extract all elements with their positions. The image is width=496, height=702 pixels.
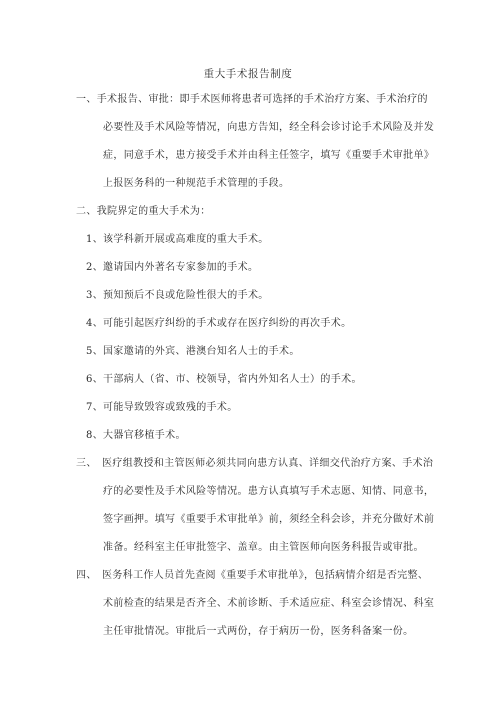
paragraph-1-line-3: 症，同意手术，患方接受手术并由科主任签字，填写《重要手术审批单》	[103, 150, 435, 161]
paragraph-1-line-4: 上报医务科的一种规范手术管理的手段。	[103, 178, 290, 189]
list-item-8: 8、大器官移植手术。	[86, 430, 186, 441]
paragraph-1-line-1: 一、手术报告、审批：即手术医师将患者可选择的手术治疗方案、手术治疗的	[76, 94, 428, 105]
list-item-2: 2、邀请国内外著名专家参加的手术。	[86, 262, 259, 273]
list-item-5: 5、国家邀请的外宾、港澳台知名人士的手术。	[86, 346, 300, 357]
paragraph-4-line-2: 术前检查的结果是否齐全、术前诊断、手术适应症、科室会诊情况、科室	[103, 598, 435, 609]
paragraph-4-line-3: 主任审批情况。审批后一式两份，存于病历一份，医务科备案一份。	[103, 626, 414, 637]
paragraph-3-line-1: 三、 医疗组教授和主管医师必须共同向患方认真、详细交代治疗方案、手术治	[76, 458, 434, 469]
paragraph-1-line-2: 必要性及手术风险等情况，向患方告知，经全科会诊讨论手术风险及并发	[103, 122, 435, 133]
paragraph-3-line-4: 准备。经科室主任审批签字、盖章。由主管医师向医务科报告或审批。	[103, 542, 424, 553]
list-item-1: 1、该学科新开展或高难度的重大手术。	[86, 234, 269, 245]
list-item-4: 4、可能引起医疗纠纷的手术或存在医疗纠纷的再次手术。	[86, 318, 352, 329]
paragraph-3-line-3: 签字画押。填写《重要手术审批单》前，须经全科会诊，并充分做好术前	[103, 514, 435, 525]
document-title: 重大手术报告制度	[203, 68, 293, 80]
list-item-6: 6、干部病人（省、市、校领导，省内外知名人士）的手术。	[86, 374, 362, 385]
paragraph-3-line-2: 疗的必要性及手术风险等情况。患方认真填写手术志愿、知情、同意书，	[103, 486, 435, 497]
paragraph-4-line-1: 四、 医务科工作人员首先查阅《重要手术审批单》，包括病情介绍是否完整、	[76, 570, 429, 581]
section-2-heading: 二、我院界定的重大手术为：	[76, 206, 211, 217]
list-item-7: 7、可能导致毁容或致残的手术。	[86, 402, 238, 413]
list-item-3: 3、预知预后不良或危险性很大的手术。	[86, 290, 269, 301]
